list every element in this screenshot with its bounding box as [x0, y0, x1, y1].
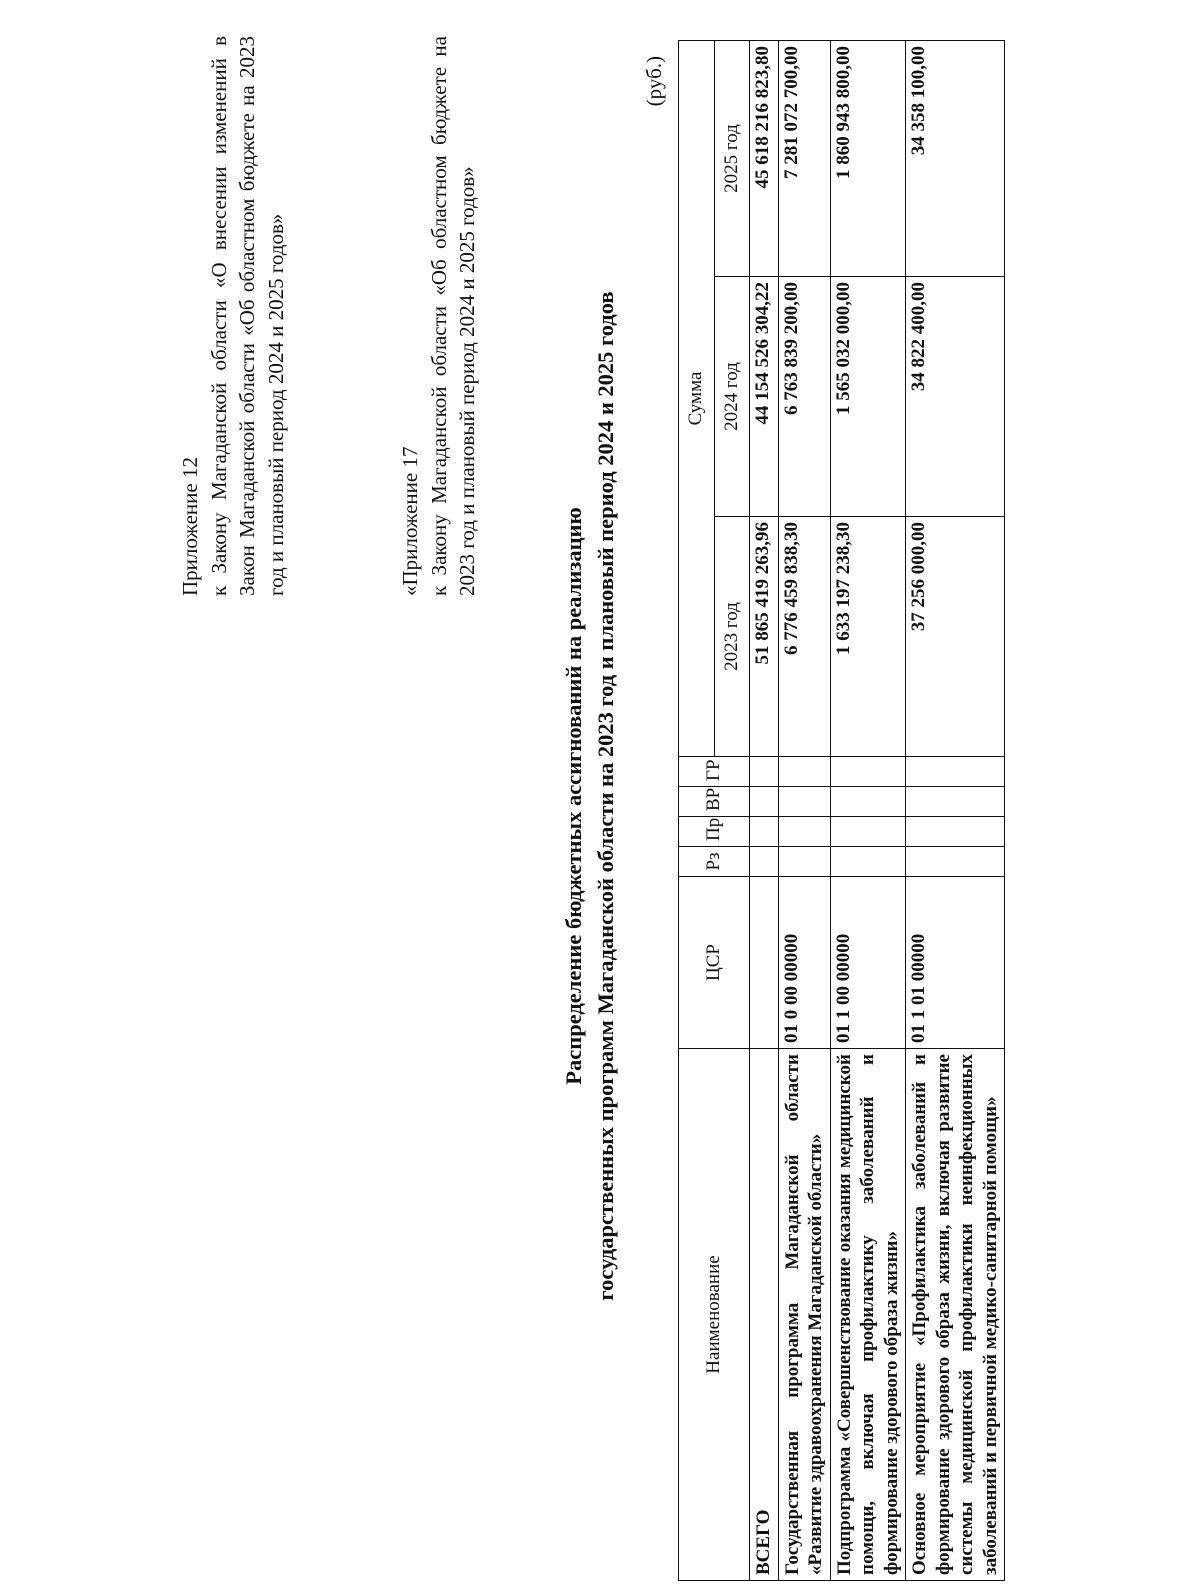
header-sum: Сумма [679, 40, 715, 756]
row-pr [906, 817, 1005, 847]
row-gr [906, 757, 1005, 787]
appendix-12-heading: Приложение 12 [178, 457, 202, 596]
table-row [778, 40, 830, 1580]
row-vr [906, 787, 1005, 817]
header-pr: Пр [679, 817, 750, 847]
table-row [906, 40, 1005, 1580]
appendix-12-note [176, 36, 290, 596]
row-pr [778, 817, 830, 847]
row-amount-2023: 1 633 197 238,30 [830, 517, 906, 757]
row-amount-2023: 37 256 000,00 [906, 517, 1005, 757]
row-amount-2023: 51 865 419 263,96 [750, 517, 779, 757]
appendix-17-heading: «Приложение 17 [398, 446, 422, 596]
row-vr [778, 787, 830, 817]
budget-allocation-table [678, 40, 1005, 1581]
row-csr [750, 877, 779, 1049]
document-title [558, 66, 622, 1526]
row-name: ВСЕГО [750, 1049, 779, 1581]
row-gr [778, 757, 830, 787]
appendix-17-note [396, 36, 482, 596]
header-vr: ВР [679, 787, 750, 817]
header-year-2025: 2025 год [714, 40, 750, 276]
row-name: Государственная программа Магаданской области «Развитие здравоохранения Магаданской области» [778, 1049, 830, 1581]
row-gr [830, 757, 906, 787]
row-amount-2025: 45 618 216 823,80 [750, 40, 779, 276]
row-csr: 01 1 01 00000 [906, 877, 1005, 1049]
row-rz [906, 847, 1005, 877]
row-vr [830, 787, 906, 817]
row-amount-2025: 1 860 943 800,00 [830, 40, 906, 276]
row-name: Подпрограмма «Совершенствование оказания медицинской помощи, включая профилактику заболеваний и формирование здорового образа жизни» [830, 1049, 906, 1581]
row-amount-2024: 34 822 400,00 [906, 277, 1005, 517]
row-rz [778, 847, 830, 877]
row-csr: 01 0 00 00000 [778, 877, 830, 1049]
row-amount-2024: 44 154 526 304,22 [750, 277, 779, 517]
header-year-2024: 2024 год [714, 277, 750, 517]
row-pr [830, 817, 906, 847]
row-amount-2023: 6 776 459 838,30 [778, 517, 830, 757]
header-rz: Рз [679, 847, 750, 877]
row-rz [750, 847, 779, 877]
row-csr: 01 1 00 00000 [830, 877, 906, 1049]
appendix-12-text: к Закону Магаданской области «О внесении изменений в Закон Магаданской области «Об областном бюджете на 2023 год и плановый период 2024 и 2025 годов» [206, 36, 288, 596]
row-pr [750, 817, 779, 847]
table-row [750, 40, 779, 1580]
currency-unit-label: (руб.) [642, 56, 666, 107]
document-title-line-1: Распределение бюджетных ассигнований на реализацию [561, 507, 586, 1085]
row-amount-2025: 34 358 100,00 [906, 40, 1005, 276]
header-csr: ЦСР [679, 877, 750, 1049]
table-row [830, 40, 906, 1580]
row-amount-2024: 1 565 032 000,00 [830, 277, 906, 517]
row-rz [830, 847, 906, 877]
row-gr [750, 757, 779, 787]
row-amount-2025: 7 281 072 700,00 [778, 40, 830, 276]
appendix-17-text: к Закону Магаданской области «Об областном бюджете на 2023 год и плановый период 2024 и 2025 годов» [426, 36, 479, 596]
row-name: Основное мероприятие «Профилактика заболеваний и формирование здорового образа жизни, включая развитие системы медицинской профилактики неинфекционных заболеваний и первичной медико-санитарной помощи» [906, 1049, 1005, 1581]
table-header-row [679, 40, 715, 1580]
document-title-line-2: государственных программ Магаданской области на 2023 год и плановый период 2024 и 2025 годов [593, 291, 618, 1301]
row-amount-2024: 6 763 839 200,00 [778, 277, 830, 517]
header-gr: ГР [679, 757, 750, 787]
header-year-2023: 2023 год [714, 517, 750, 757]
header-name: Наименование [679, 1049, 750, 1581]
row-vr [750, 787, 779, 817]
